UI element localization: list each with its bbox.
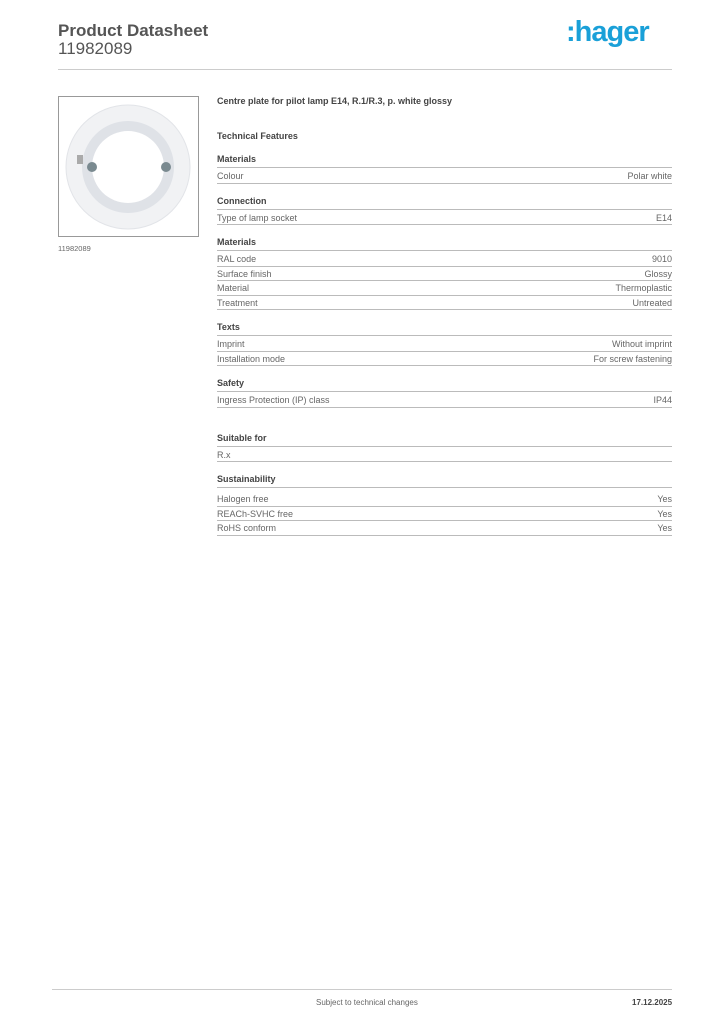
spec-label: REACh-SVHC free	[217, 508, 294, 519]
spec-label: Surface finish	[217, 268, 272, 279]
spec-row	[217, 394, 672, 408]
spec-value: Yes	[657, 508, 672, 519]
section-heading: Sustainability	[217, 474, 672, 488]
spec-label: Ingress Protection (IP) class	[217, 395, 330, 405]
spec-label: Halogen free	[217, 494, 269, 504]
spec-row	[217, 170, 672, 184]
spec-row	[217, 282, 672, 296]
image-caption: 11982089	[58, 244, 91, 253]
spec-value: For screw fastening	[593, 353, 672, 364]
spec-value: E14	[655, 212, 672, 223]
footer-divider	[52, 989, 672, 990]
specs	[217, 96, 672, 537]
spec-label: RoHS conform	[217, 523, 277, 533]
spec-value: Yes	[657, 523, 672, 533]
spec-label: Installation mode	[217, 353, 286, 364]
spec-row	[217, 212, 672, 226]
spec-label: Imprint	[217, 339, 245, 349]
spec-row	[217, 522, 672, 536]
section-heading: Connection	[217, 196, 672, 210]
spec-value: Yes	[657, 494, 672, 504]
spec-value: IP44	[653, 395, 672, 405]
hager-logo: :hager	[566, 16, 649, 48]
spec-value: Thermoplastic	[615, 283, 672, 293]
spec-label: Type of lamp socket	[217, 212, 298, 223]
product-number: 11982089	[58, 39, 133, 58]
header-divider	[58, 69, 672, 70]
spec-row	[217, 493, 672, 507]
spec-row	[217, 353, 672, 367]
section-heading: Materials	[217, 237, 672, 251]
spec-label: R.x	[217, 449, 231, 460]
spec-row	[217, 508, 672, 522]
spec-row	[217, 253, 672, 267]
spec-label: RAL code	[217, 254, 257, 264]
section-heading: Safety	[217, 378, 672, 392]
spec-row	[217, 297, 672, 311]
spec-value: Untreated	[632, 297, 672, 308]
technical-features-heading: Technical Features	[217, 131, 298, 141]
spec-row	[217, 449, 672, 463]
spec-row	[217, 338, 672, 352]
spec-value: Glossy	[644, 268, 672, 279]
footer-date: 17.12.2025	[632, 998, 673, 1007]
spec-value: Without imprint	[611, 339, 672, 349]
spec-value: 9010	[651, 254, 672, 264]
section-heading: Materials	[217, 154, 672, 168]
spec-label: Material	[217, 283, 250, 293]
footer-note: Subject to technical changes	[316, 998, 418, 1007]
spec-label: Treatment	[217, 297, 258, 308]
section-heading: Suitable for	[217, 433, 672, 447]
spec-label: Colour	[217, 171, 244, 181]
spec-value: Polar white	[627, 171, 672, 181]
page-title: Product Datasheet	[58, 21, 209, 40]
section-heading: Texts	[217, 322, 672, 336]
product-description: Centre plate for pilot lamp E14, R.1/R.3, p. white glossy	[217, 96, 453, 106]
spec-row	[217, 268, 672, 282]
product-image	[58, 96, 199, 237]
